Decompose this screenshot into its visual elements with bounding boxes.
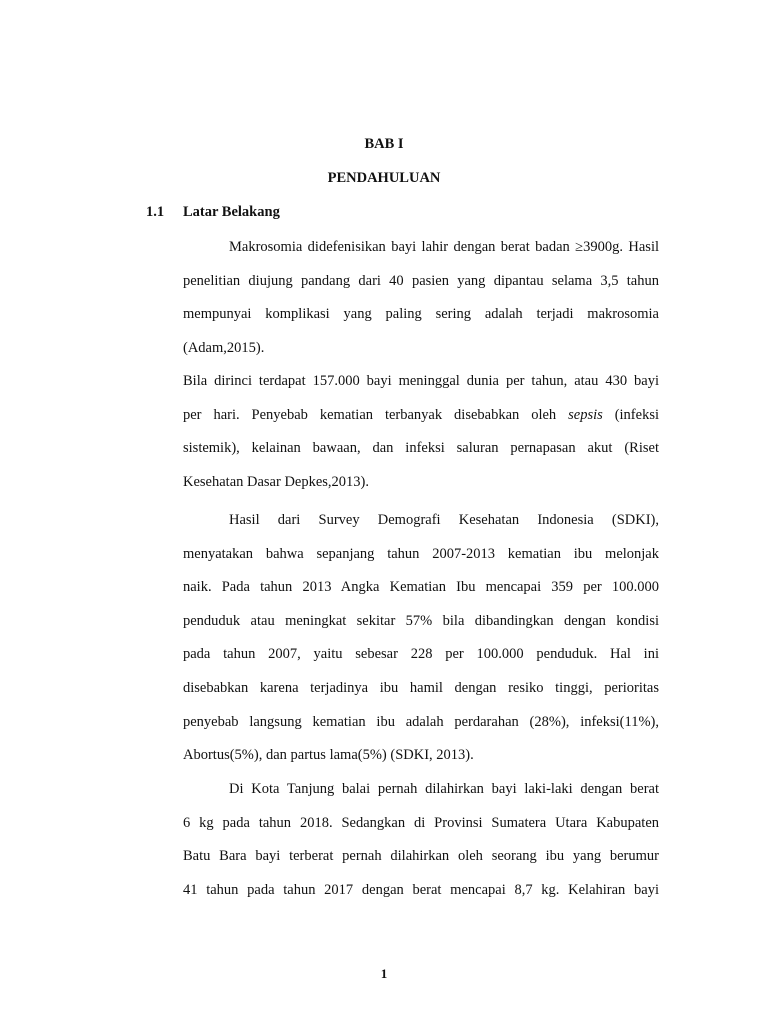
paragraph-line: Bila dirinci terdapat 157.000 bayi meninggal dunia per tahun, atau 430 bayi (183, 373, 659, 389)
paragraph-line: Hasil dari Survey Demografi Kesehatan Indonesia (SDKI), (229, 512, 659, 528)
paragraph-line: Makrosomia didefenisikan bayi lahir dengan berat badan ≥3900g. Hasil (229, 239, 659, 255)
paragraph-4 (183, 773, 659, 907)
paragraph-line (183, 399, 659, 433)
chapter-title: PENDAHULUAN (327, 170, 441, 186)
paragraph-3 (183, 504, 659, 773)
line-text: (infeksi (602, 406, 659, 423)
paragraph-line: menyatakan bahwa sepanjang tahun 2007-2013 kematian ibu melonjak (183, 545, 659, 562)
paragraph-line: Di Kota Tanjung balai pernah dilahirkan bayi laki-laki dengan berat (229, 781, 659, 797)
section-number: 1.1 (146, 204, 165, 220)
line-text: per hari. Penyebab kematian terbanyak disebabkan oleh (183, 406, 569, 423)
chapter-label: BAB I (364, 136, 404, 152)
paragraph-line: penyebab langsung kematian ibu adalah perdarahan (28%), infeksi(11%), (183, 713, 659, 730)
section-title: Latar Belakang (183, 204, 280, 220)
paragraph-line: sistemik), kelainan bawaan, dan infeksi saluran pernapasan akut (Riset (183, 440, 659, 457)
paragraph-1 (183, 231, 659, 365)
italic-term: sepsis (568, 406, 603, 423)
paragraph-line: (Adam,2015). (183, 339, 265, 356)
paragraph-line: Batu Bara bayi terberat pernah dilahirkan oleh seorang ibu yang berumur (183, 848, 659, 865)
paragraph-line: Abortus(5%), dan partus lama(5%) (SDKI, 2013). (183, 747, 474, 764)
page-number: 1 (380, 966, 388, 981)
section-heading (146, 204, 280, 221)
paragraph-line: penduduk atau meningkat sekitar 57% bila dibandingkan dengan kondisi (183, 612, 659, 629)
paragraph-line: Kesehatan Dasar Depkes,2013). (183, 473, 370, 490)
paragraph-2 (183, 365, 659, 499)
paragraph-line: naik. Pada tahun 2013 Angka Kematian Ibu mencapai 359 per 100.000 (183, 579, 659, 596)
paragraph-line: 6 kg pada tahun 2018. Sedangkan di Provinsi Sumatera Utara Kabupaten (183, 814, 659, 831)
paragraph-line: 41 tahun pada tahun 2017 dengan berat mencapai 8,7 kg. Kelahiran bayi (183, 881, 659, 898)
paragraph-line: mempunyai komplikasi yang paling sering adalah terjadi makrosomia (183, 306, 659, 323)
paragraph-line: penelitian diujung pandang dari 40 pasien yang dipantau selama 3,5 tahun (183, 272, 659, 289)
paragraph-line: pada tahun 2007, yaitu sebesar 228 per 100.000 penduduk. Hal ini (183, 646, 659, 663)
paragraph-line: disebabkan karena terjadinya ibu hamil dengan resiko tinggi, perioritas (183, 679, 659, 696)
